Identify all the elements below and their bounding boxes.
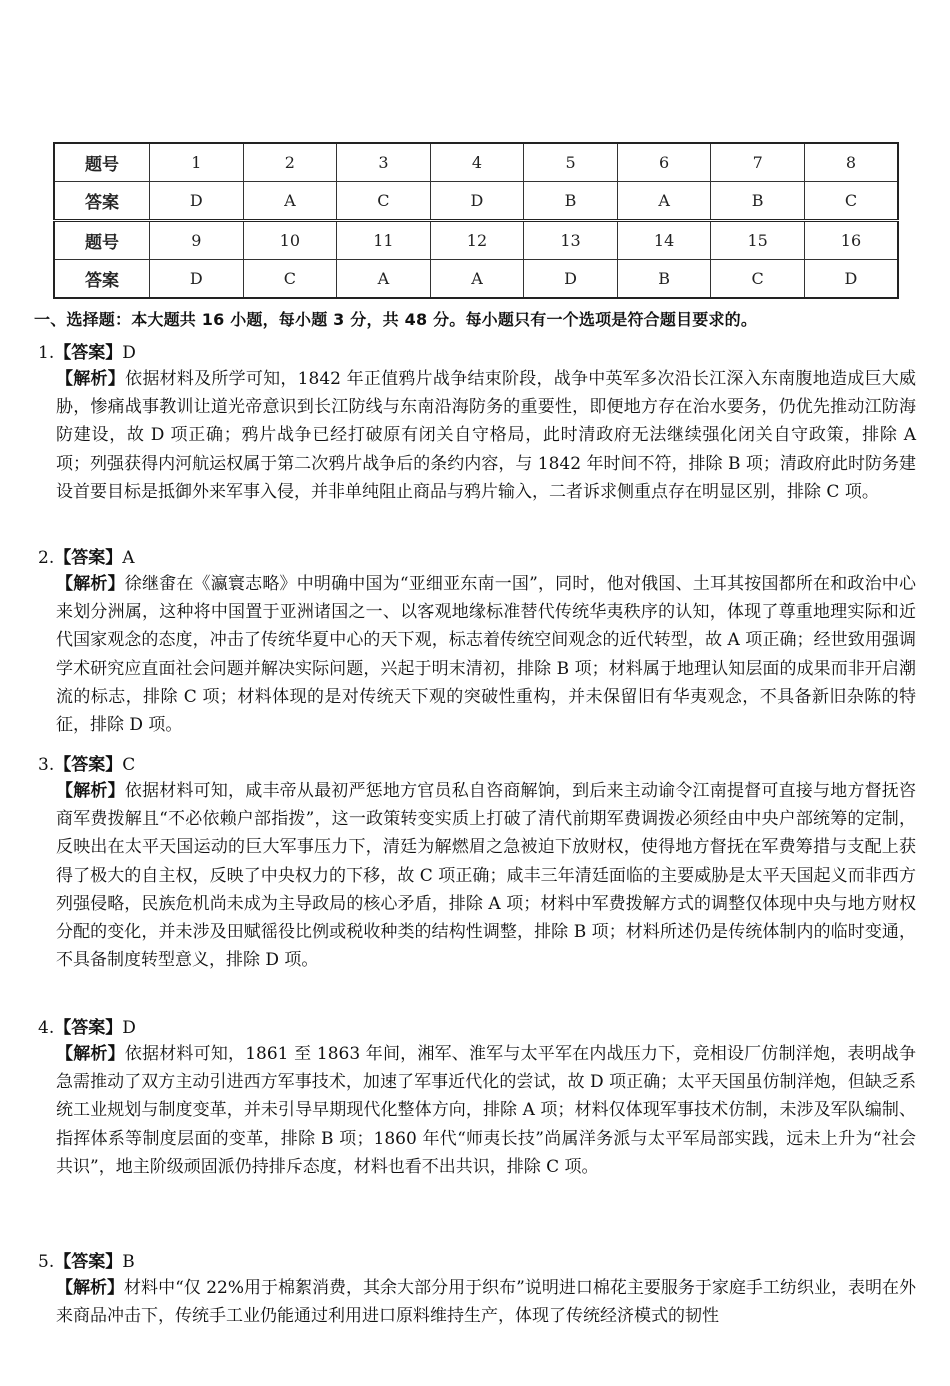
question-number: 3. bbox=[38, 755, 55, 775]
table-row bbox=[54, 143, 898, 182]
answer-cell: D bbox=[804, 260, 898, 299]
question-3-analysis bbox=[56, 777, 916, 974]
question-number-cell: 15 bbox=[711, 221, 805, 260]
question-1-analysis bbox=[56, 365, 916, 506]
answer-cell: A bbox=[430, 260, 524, 299]
question-number-cell: 7 bbox=[711, 143, 805, 182]
question-number-cell: 10 bbox=[243, 221, 337, 260]
question-answer: B bbox=[122, 1252, 135, 1272]
answer-tag: 【答案】 bbox=[54, 548, 123, 568]
analysis-text: 依据材料及所学可知，1842 年正值鸦片战争结束阶段，战争中英军多次沿长江深入东南腹地造成巨大威胁，惨痛战事教训让道光帝意识到长江防线与东南沿海防务的重要性，即便地方存在治水要务，仍优先推动江防海防建设，故 D 项正确；鸦片战争已经打破原有闭关自守格局，此时清政府无法继续强化闭关自守政策，排除 A 项；列强获得内河航运权属于第二次鸦片战争后的条约内容，与 1842 年时间不符，排除 B 项；清政府此时防务建设首要目标是抵御外来军事入侵，并非单纯阻止商品与鸦片输入，二者诉求侧重点存在明显区别，排除 C 项。 bbox=[56, 369, 917, 502]
analysis-text: 徐继畬在《瀛寰志略》中明确中国为“亚细亚东南一国”，同时，他对俄国、土耳其按国都所在和政治中心来划分洲属，这种将中国置于亚洲诸国之一、以客观地缘标准替代传统华夷秩序的认知，体现了尊重地理实际和近代国家观念的态度，冲击了传统华夏中心的天下观，标志着传统空间观念的近代转型，故 A 项正确；经世致用强调学术研究应直面社会问题并解决实际问题，兴起于明末清初，排除 B 项；材料属于地理认知层面的成果而非开启潮流的标志，排除 C 项；材料体现的是对传统天下观的突破性重构，并未保留旧有华夷观念，不具备新旧杂陈的特征，排除 D 项。 bbox=[56, 574, 917, 736]
question-number-cell: 3 bbox=[337, 143, 431, 182]
question-number: 2. bbox=[38, 548, 55, 568]
question-3-answer-line bbox=[38, 750, 135, 775]
answer-cell: C bbox=[243, 260, 337, 299]
question-number-cell: 9 bbox=[150, 221, 244, 260]
row-label-answer: 答案 bbox=[54, 260, 150, 299]
analysis-text: 依据材料可知，1861 至 1863 年间，湘军、淮军与太平军在内战压力下，竞相设厂仿制洋炮，表明战争急需推动了双方主动引进西方军事技术，加速了军事近代化的尝试，故 D 项正确；太平天国虽仿制洋炮，但缺乏系统工业规划与制度变革，并未引导早期现代化整体方向，排除 A 项；材料仅体现军事技术仿制，未涉及军队编制、指挥体系等制度层面的变革，排除 B 项；1860 年代“师夷长技”尚属洋务派与太平军局部实践，远未上升为“社会共识”，地主阶级顽固派仍持排斥态度，材料也看不出共识，排除 C 项。 bbox=[56, 1044, 916, 1177]
answer-cell: C bbox=[337, 182, 431, 221]
question-number: 1. bbox=[38, 343, 55, 363]
question-number-cell: 8 bbox=[804, 143, 898, 182]
analysis-text: 材料中“仅 22%用于棉絮消费，其余大部分用于织布”说明进口棉花主要服务于家庭手工纺织业，表明在外来商品冲击下，传统手工业仍能通过利用进口原料维持生产，体现了传统经济模式的韧性 bbox=[56, 1278, 917, 1327]
answer-cell: D bbox=[430, 182, 524, 221]
question-number-cell: 16 bbox=[804, 221, 898, 260]
question-number-cell: 4 bbox=[430, 143, 524, 182]
table-row bbox=[54, 221, 898, 260]
analysis-tag: 【解析】 bbox=[56, 1278, 125, 1298]
analysis-text: 依据材料可知，咸丰帝从最初严惩地方官员私自咨商解饷，到后来主动谕令江南提督可直接与地方督抚咨商军费拨解且“不必依赖户部指拨”，这一政策转变实质上打破了清代前期军费调拨必须经由中央户部统筹的定制，反映出在太平天国运动的巨大军事压力下，清廷为解燃眉之急被迫下放财权，使得地方督抚在军费筹措与支配上获得了极大的自主权，反映了中央权力的下移，故 C 项正确；咸丰三年清廷面临的主要威胁是太平天国起义而非西方列强侵略，民族危机尚未成为主导政局的核心矛盾，排除 A 项；材料中军费拨解方式的调整仅体现中央与地方财权分配的变化，并未涉及田赋徭役比例或税收种类的结构性调整，排除 B 项；材料所述仍是传统体制内的临时变通，不具备制度转型意义，排除 D 项。 bbox=[56, 781, 917, 971]
answer-tag: 【答案】 bbox=[54, 1018, 123, 1038]
answer-cell: A bbox=[243, 182, 337, 221]
analysis-tag: 【解析】 bbox=[56, 574, 125, 594]
question-number-cell: 13 bbox=[524, 221, 618, 260]
answer-cell: B bbox=[711, 182, 805, 221]
question-answer: D bbox=[122, 343, 136, 363]
question-answer: D bbox=[122, 1018, 136, 1038]
question-number-cell: 6 bbox=[617, 143, 711, 182]
question-number-cell: 2 bbox=[243, 143, 337, 182]
question-number-cell: 14 bbox=[617, 221, 711, 260]
analysis-tag: 【解析】 bbox=[56, 1044, 125, 1064]
section-title: 一、选择题：本大题共 16 小题，每小题 3 分，共 48 分。每小题只有一个选项是符合题目要求的。 bbox=[34, 310, 758, 329]
answer-cell: A bbox=[337, 260, 431, 299]
table-row bbox=[54, 182, 898, 221]
answer-cell: D bbox=[150, 260, 244, 299]
question-4-analysis bbox=[56, 1040, 916, 1181]
question-2-answer-line bbox=[38, 543, 135, 568]
answer-cell: C bbox=[804, 182, 898, 221]
question-4-answer-line bbox=[38, 1013, 136, 1038]
answer-tag: 【答案】 bbox=[54, 1252, 123, 1272]
question-number-cell: 1 bbox=[150, 143, 244, 182]
answer-cell: C bbox=[711, 260, 805, 299]
question-answer: C bbox=[122, 755, 136, 775]
question-number-cell: 11 bbox=[337, 221, 431, 260]
answer-cell: B bbox=[617, 260, 711, 299]
answer-tag: 【答案】 bbox=[54, 343, 123, 363]
answer-cell: D bbox=[150, 182, 244, 221]
question-number-cell: 12 bbox=[430, 221, 524, 260]
table-row bbox=[54, 260, 898, 299]
answer-tag: 【答案】 bbox=[54, 755, 123, 775]
analysis-tag: 【解析】 bbox=[56, 369, 126, 389]
question-1-answer-line bbox=[38, 338, 136, 363]
question-2-analysis bbox=[56, 570, 916, 739]
answer-cell: D bbox=[524, 260, 618, 299]
analysis-tag: 【解析】 bbox=[56, 781, 125, 801]
row-label-number: 题号 bbox=[54, 143, 150, 182]
question-5-answer-line bbox=[38, 1247, 135, 1272]
question-number: 4. bbox=[38, 1018, 55, 1038]
question-number: 5. bbox=[38, 1252, 55, 1272]
answer-cell: A bbox=[617, 182, 711, 221]
question-number-cell: 5 bbox=[524, 143, 618, 182]
answer-table bbox=[53, 142, 899, 299]
answer-cell: B bbox=[524, 182, 618, 221]
row-label-answer: 答案 bbox=[54, 182, 150, 221]
question-5-analysis bbox=[56, 1274, 916, 1330]
row-label-number: 题号 bbox=[54, 221, 150, 260]
question-answer: A bbox=[122, 548, 135, 568]
